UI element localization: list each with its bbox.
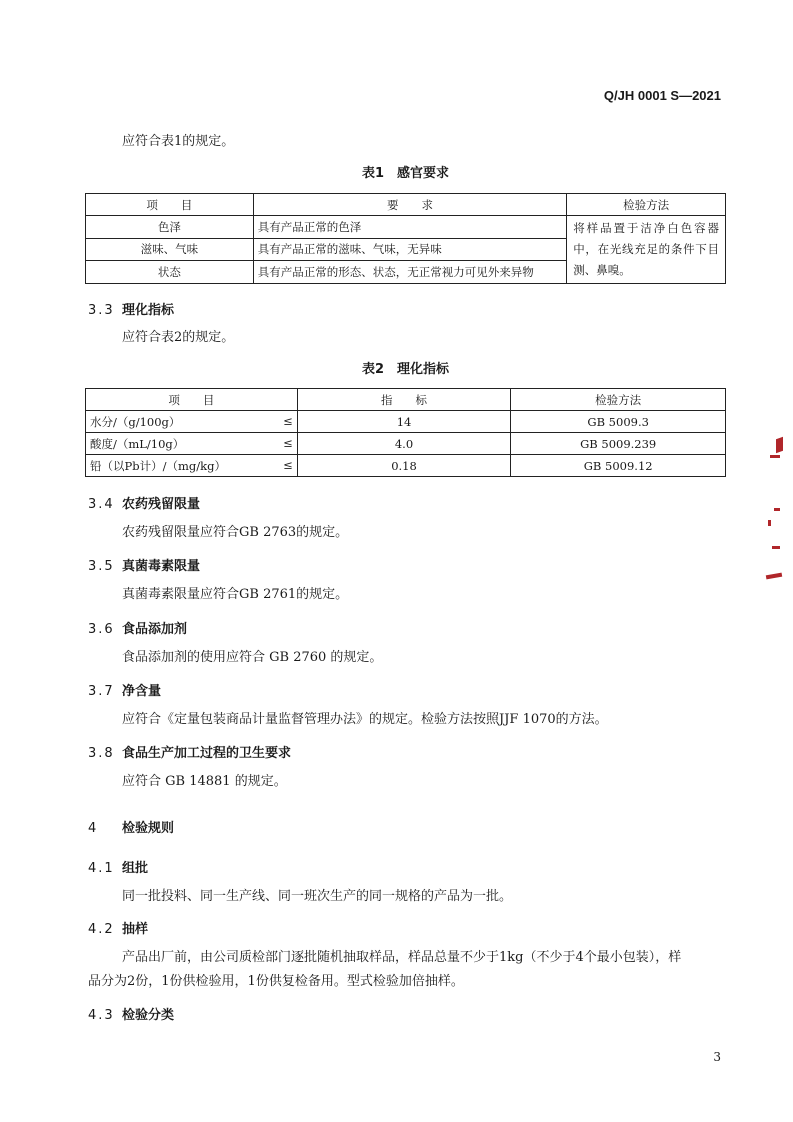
section-number: 3.7 — [88, 684, 115, 699]
table2-caption: 表2 理化指标 — [361, 362, 450, 377]
table-row — [86, 433, 726, 455]
section-text: 应符合 GB 14881 的规定。 — [122, 774, 287, 789]
table-cell: GB 5009.3 — [511, 411, 726, 433]
section-title: 组批 — [122, 861, 149, 876]
sensory-table — [85, 193, 726, 284]
section-number: 3.6 — [88, 622, 115, 637]
section-number: 3.3 — [88, 303, 115, 318]
section-text-continued: 品分为2份，1份供检验用，1份供复检备用。型式检验加倍抽样。 — [88, 974, 464, 989]
section-title: 检验规则 — [122, 821, 175, 836]
section-number: 4.1 — [88, 861, 115, 876]
section-4-1-heading — [88, 857, 148, 876]
section-3-8-heading — [88, 742, 291, 761]
table-cell: 具有产品正常的色泽 — [253, 216, 566, 239]
section-text: 真菌毒素限量应符合GB 2761的规定。 — [122, 587, 349, 602]
table-header: 项 目 — [86, 389, 298, 411]
seal-fragment — [774, 508, 780, 511]
section-text: 应符合表2的规定。 — [122, 330, 235, 345]
section-4-3-heading — [88, 1004, 174, 1023]
table-header: 指 标 — [297, 389, 511, 411]
page-number: 3 — [713, 1050, 721, 1064]
table-header-row — [86, 194, 726, 216]
section-title: 理化指标 — [122, 303, 175, 318]
section-number: 4 — [88, 821, 99, 836]
item-label: 水分/（g/100g） — [90, 414, 181, 429]
table-cell: 14 — [297, 411, 511, 433]
section-number: 3.8 — [88, 746, 115, 761]
table-row — [86, 455, 726, 477]
section-3-3-heading — [88, 299, 174, 318]
seal-fragment — [768, 520, 771, 526]
table-cell — [86, 455, 298, 477]
seal-fragment — [766, 573, 782, 580]
section-text: 食品添加剂的使用应符合 GB 2760 的规定。 — [122, 650, 383, 665]
table-row — [86, 411, 726, 433]
section-number: 4.2 — [88, 922, 115, 937]
item-label: 酸度/（mL/10g） — [90, 436, 185, 451]
section-title: 食品添加剂 — [122, 622, 188, 637]
seal-fragment — [776, 437, 783, 454]
section-text: 应符合《定量包装商品计量监督管理办法》的规定。检验方法按照JJF 1070的方法。 — [122, 712, 608, 727]
operator: ≤ — [283, 435, 293, 450]
table-cell: 0.18 — [297, 455, 511, 477]
physicochemical-table — [85, 388, 726, 477]
section-3-6-heading — [88, 618, 187, 637]
table-header: 要 求 — [253, 194, 566, 216]
section-4-heading — [88, 817, 174, 836]
table-cell: 4.0 — [297, 433, 511, 455]
operator: ≤ — [283, 457, 293, 472]
table-cell: 具有产品正常的形态、状态，无正常视力可见外来异物 — [253, 261, 566, 284]
section-title: 农药残留限量 — [122, 497, 201, 512]
section-number: 3.5 — [88, 559, 115, 574]
section-title: 抽样 — [122, 922, 149, 937]
table1-caption-wrap — [85, 162, 726, 181]
item-label: 铅（以Pb计）/（mg/kg） — [90, 458, 226, 473]
table-cell: GB 5009.12 — [511, 455, 726, 477]
table-cell: 状态 — [86, 261, 254, 284]
table-cell: 滋味、气味 — [86, 238, 254, 261]
table-cell: GB 5009.239 — [511, 433, 726, 455]
section-text: 产品出厂前，由公司质检部门逐批随机抽取样品，样品总量不少于1kg（不少于4个最小包装），样 — [122, 950, 682, 965]
section-title: 检验分类 — [122, 1008, 175, 1023]
method-cell: 将样品置于洁净白色容器中，在光线充足的条件下目测、鼻嗅。 — [567, 216, 726, 284]
section-3-7-heading — [88, 680, 161, 699]
operator: ≤ — [283, 413, 293, 428]
table-header: 项 目 — [86, 194, 254, 216]
table2-caption-wrap — [85, 358, 726, 377]
section-title: 净含量 — [122, 684, 162, 699]
table-row — [86, 216, 726, 239]
section-text: 农药残留限量应符合GB 2763的规定。 — [122, 525, 349, 540]
seal-fragment — [770, 455, 780, 458]
intro-text: 应符合表1的规定。 — [122, 134, 235, 149]
table-cell: 色泽 — [86, 216, 254, 239]
section-title: 真菌毒素限量 — [122, 559, 201, 574]
section-text: 同一批投料、同一生产线、同一班次生产的同一规格的产品为一批。 — [122, 889, 513, 904]
table1-caption: 表1 感官要求 — [361, 166, 450, 181]
section-3-4-heading — [88, 493, 200, 512]
table-header: 检验方法 — [567, 194, 726, 216]
table-cell — [86, 411, 298, 433]
section-number: 4.3 — [88, 1008, 115, 1023]
section-3-5-heading — [88, 555, 200, 574]
table-header-row — [86, 389, 726, 411]
table-cell: 具有产品正常的滋味、气味，无异味 — [253, 238, 566, 261]
document-code: Q/JH 0001 S—2021 — [603, 88, 721, 103]
table-header: 检验方法 — [511, 389, 726, 411]
section-4-2-heading — [88, 918, 148, 937]
section-number: 3.4 — [88, 497, 115, 512]
seal-fragment — [772, 546, 780, 549]
section-title: 食品生产加工过程的卫生要求 — [122, 746, 292, 761]
table-cell — [86, 433, 298, 455]
